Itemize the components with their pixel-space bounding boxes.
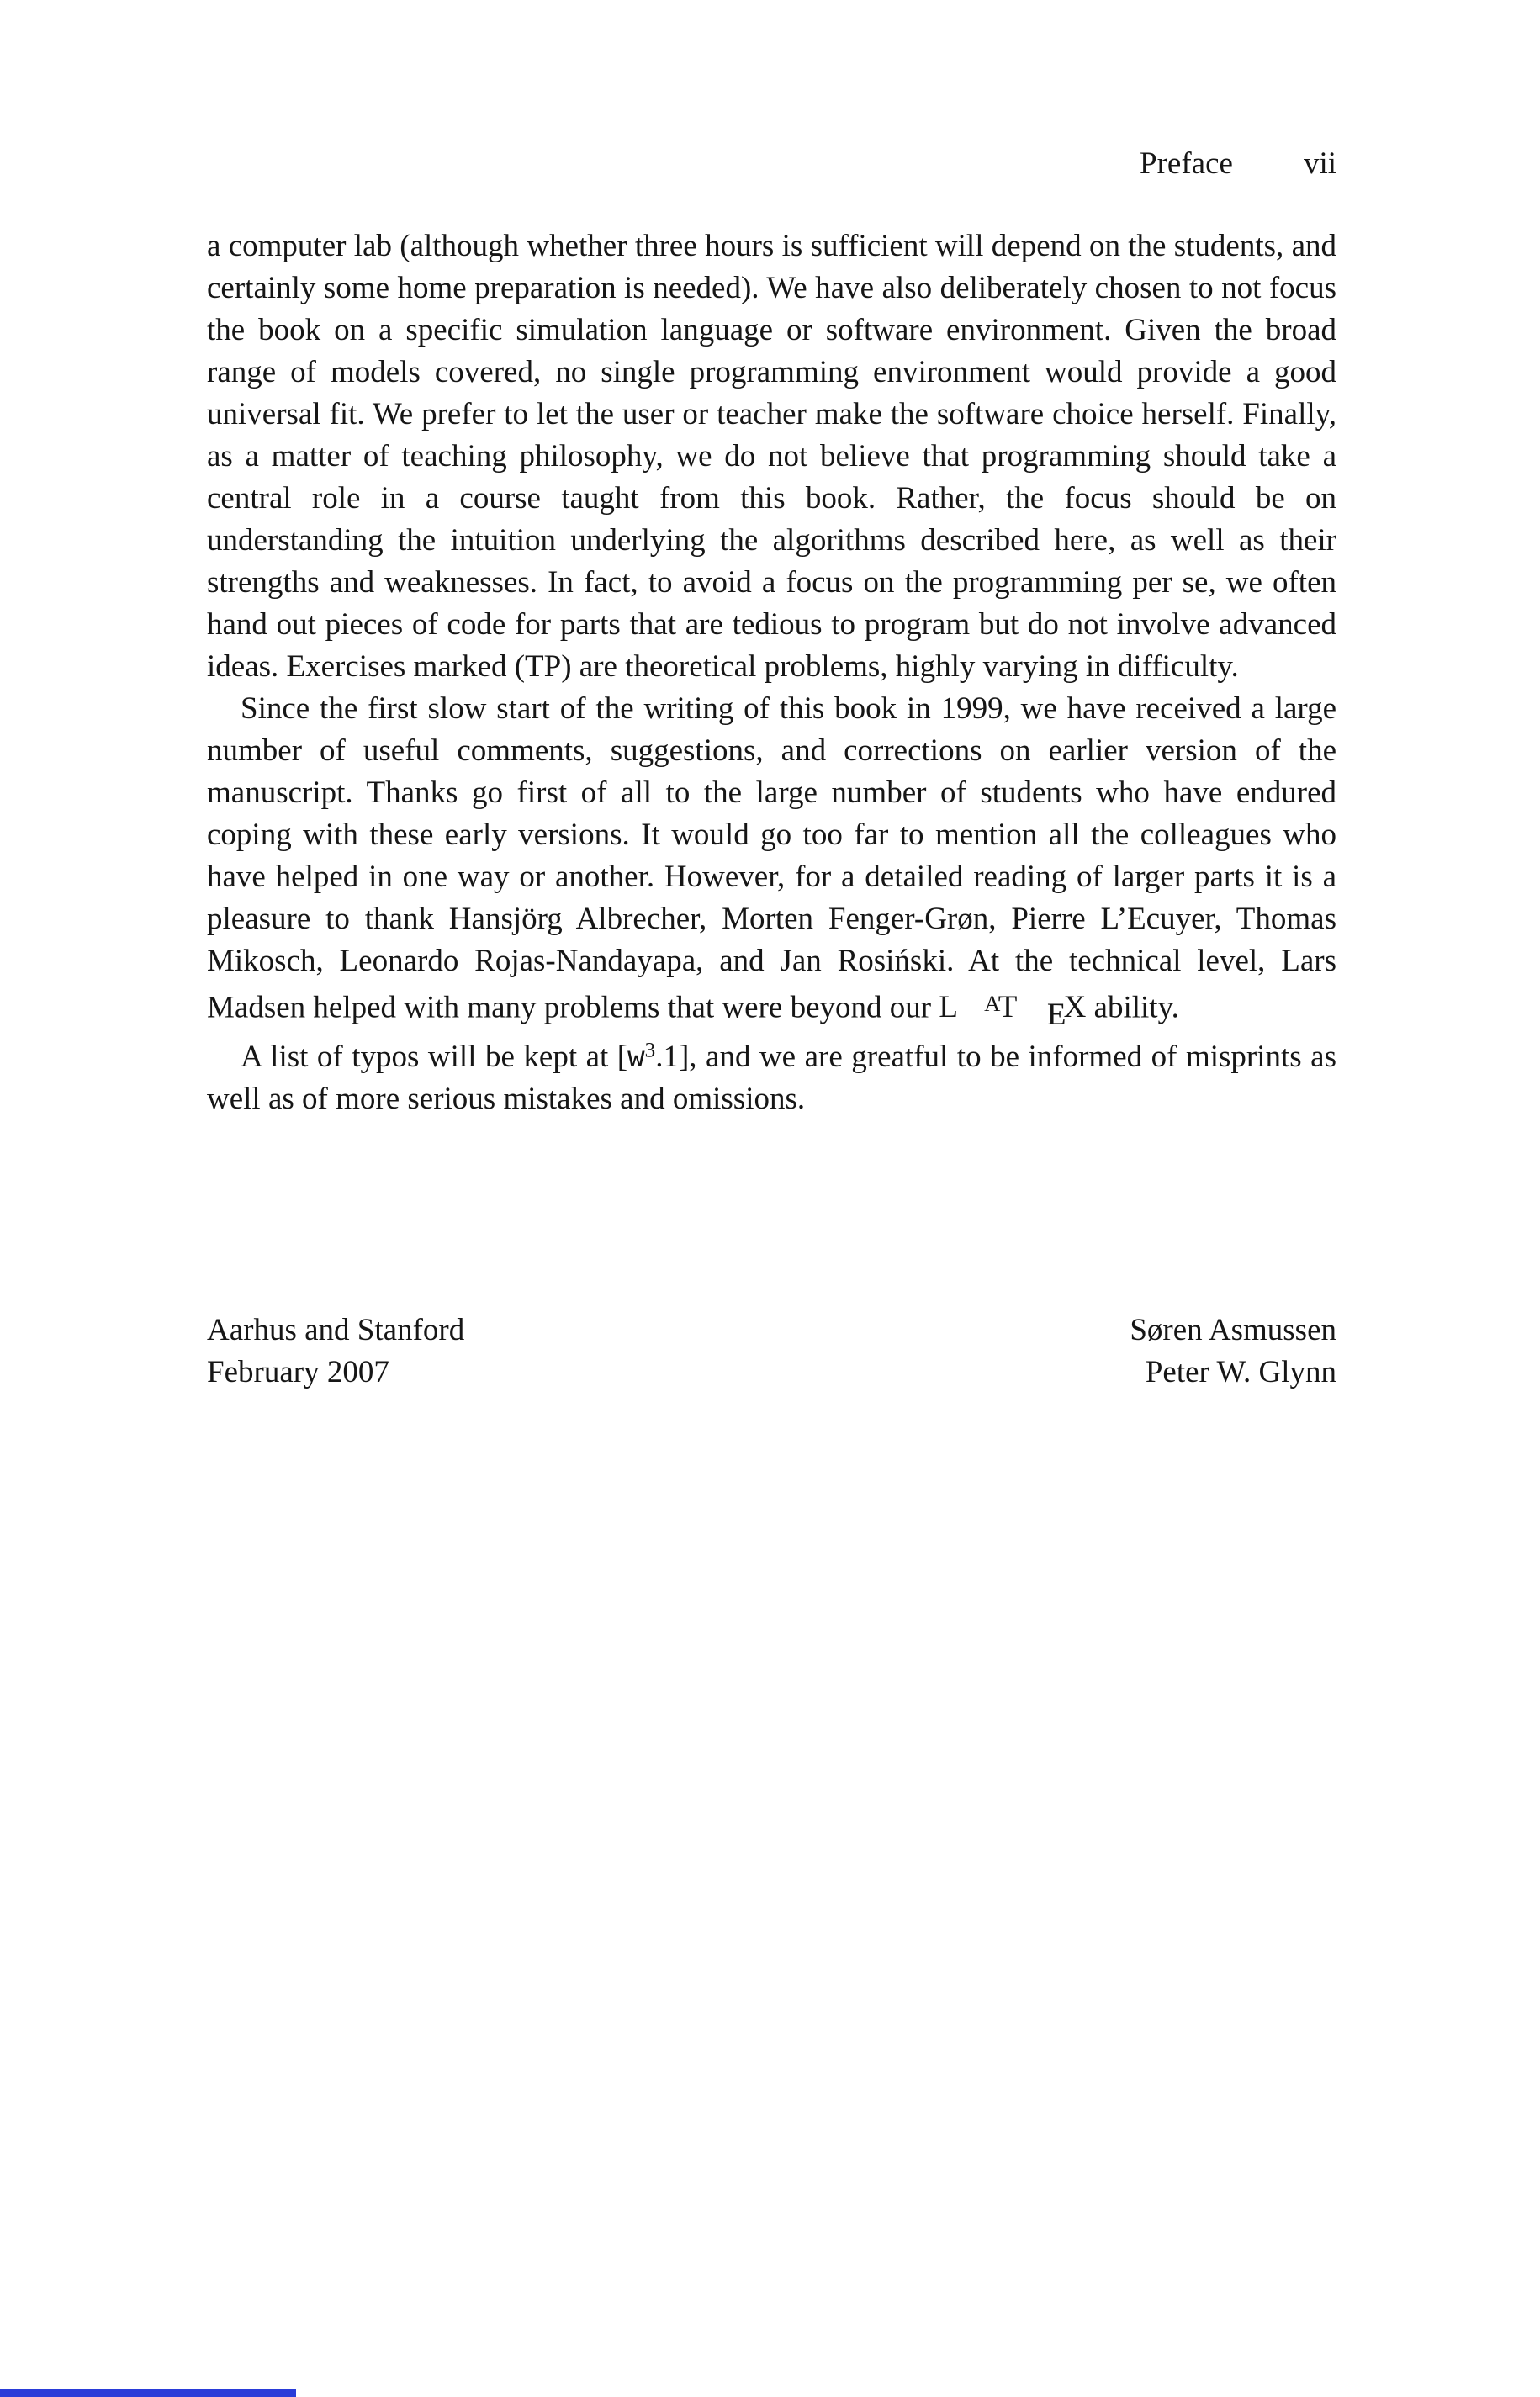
signature-author-2: Peter W. Glynn bbox=[1145, 1354, 1336, 1389]
latex-logo bbox=[939, 990, 1087, 1032]
scan-artifact-bar bbox=[0, 2389, 296, 2397]
header-section-title: Preface bbox=[1140, 146, 1233, 181]
running-head bbox=[207, 143, 1336, 185]
latex-letter-e: E bbox=[1046, 997, 1066, 1032]
signature-place: Aarhus and Stanford bbox=[207, 1312, 465, 1347]
preface-body bbox=[207, 225, 1336, 1120]
signature-date: February 2007 bbox=[207, 1354, 389, 1389]
paragraph-1: a computer lab (although whether three hours is sufficient will depend on the students, and certainly some home preparation is needed). We have also deliberately chosen to not focus the book on a specific simulation language or software environment. Given the broad range of models covered, no single programming environment would provide a good universal fit. We prefer to let the user or teacher make the software choice herself. Finally, as a matter of teaching philosophy, we do not believe that programming should take a central role in a course taught from this book. Rather, the focus should be on understanding the intuition underlying the algorithms described here, as well as their strengths and weaknesses. In fact, to avoid a focus on the programming per se, we often hand out pieces of code for parts that are tedious to program but do not involve advanced ideas. Exercises marked (TP) are theoretical problems, highly varying in difficulty. bbox=[207, 229, 1336, 684]
signature-authors bbox=[1130, 1310, 1336, 1394]
paragraph-3 bbox=[207, 1036, 1336, 1120]
superscript-3: 3 bbox=[644, 1039, 656, 1062]
latex-letter-x: X bbox=[1063, 990, 1087, 1025]
latex-letter-t: T bbox=[998, 990, 1018, 1025]
latex-letter-l: L bbox=[939, 990, 958, 1025]
latex-letter-a: A bbox=[984, 991, 1001, 1016]
header-page-number: vii bbox=[1303, 146, 1336, 181]
paragraph-3-text: A list of typos will be kept at [ bbox=[241, 1039, 628, 1074]
signature-block bbox=[207, 1310, 1336, 1394]
paragraph-2-text: Since the first slow start of the writing of this book in 1999, we have received a large number of useful comments, suggestions, and corrections on earlier version of the manuscript. Thanks go first of all to the large number of students who have endured coping with these early versions. It would go too far to mention all the colleagues who have helped in one way or another. However, for a detailed reading of larger parts it is a pleasure to thank Hansjörg Albrecher, Morten Fenger-Grøn, Pierre L’Ecuyer, Thomas Mikosch, Leonardo Rojas-Nandayapa, and Jan Rosiński. At the technical level, Lars Madsen helped with many problems that were beyond our bbox=[207, 691, 1336, 1025]
paragraph-2 bbox=[207, 688, 1336, 1036]
paragraph-3-tail: .1], and we are greatful to be informed of misprints as well as of more serious mistakes and omissions. bbox=[207, 1039, 1337, 1116]
paragraph-2-tail: ability. bbox=[1086, 990, 1179, 1025]
typo-list-reference: w bbox=[627, 1040, 645, 1074]
signature-place-date bbox=[207, 1310, 464, 1394]
signature-author-1: Søren Asmussen bbox=[1130, 1312, 1336, 1347]
page-content bbox=[207, 143, 1336, 1394]
